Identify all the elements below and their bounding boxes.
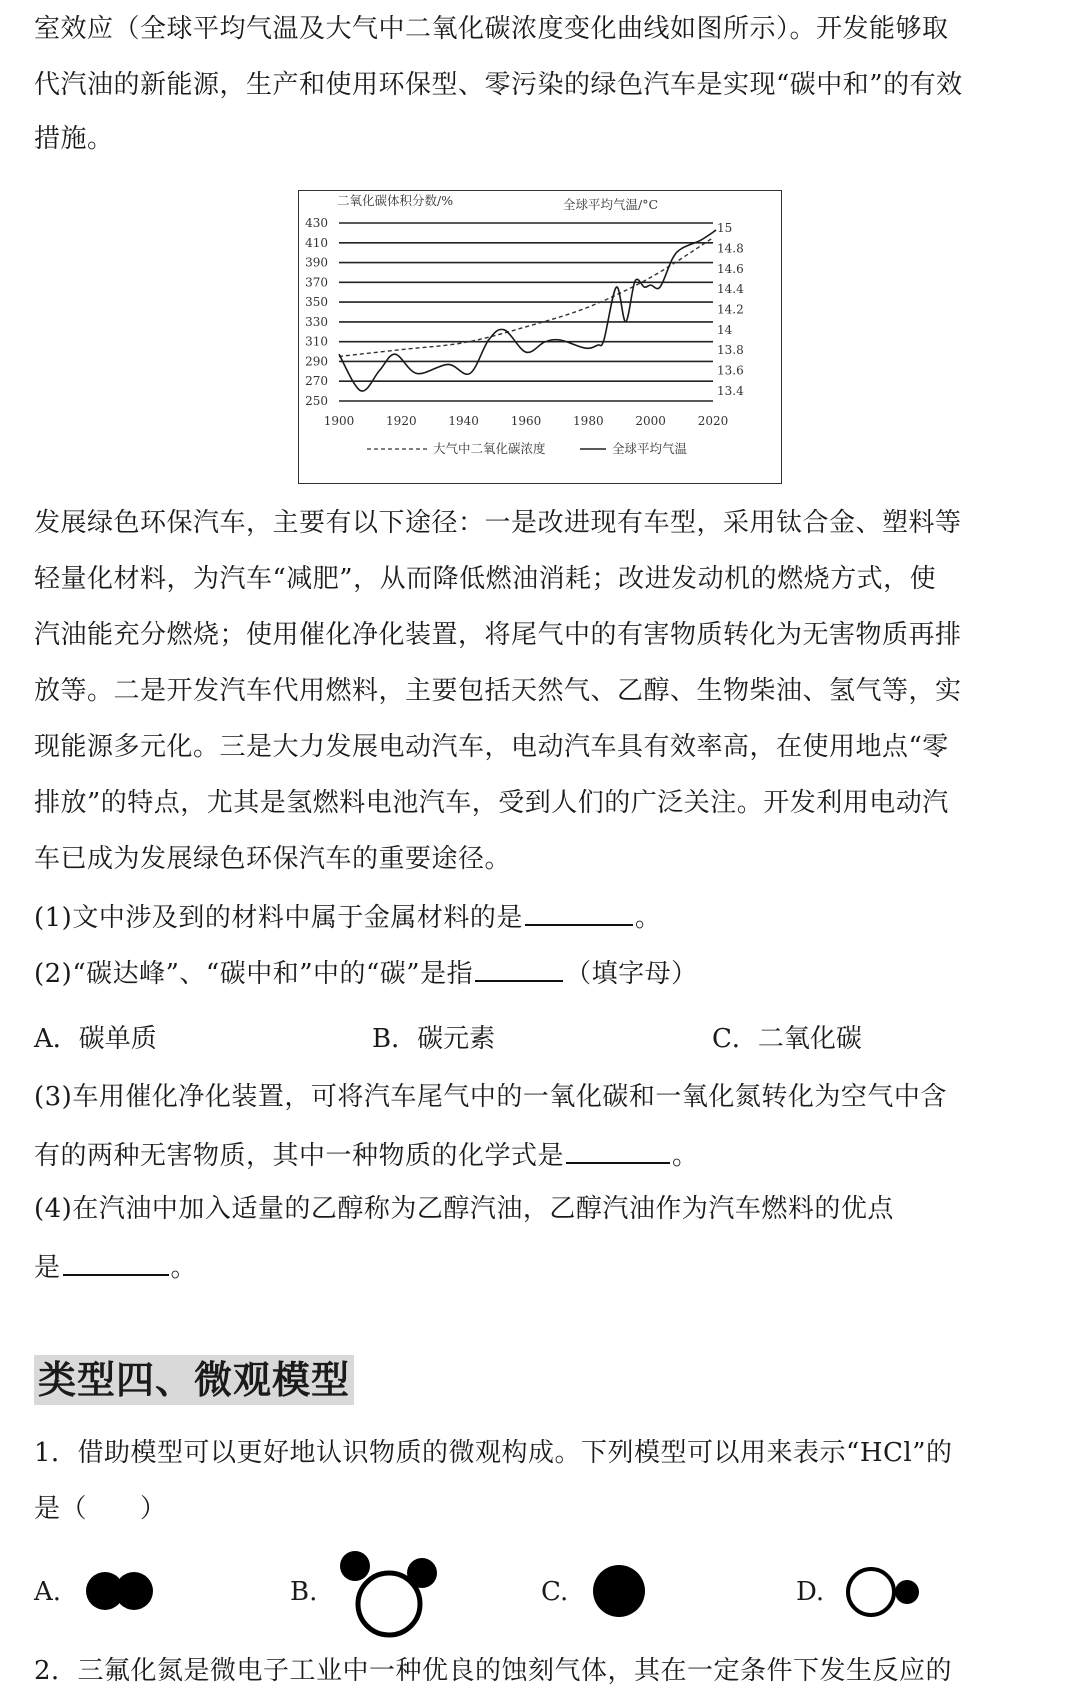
y-right-tick-label: 14 xyxy=(717,322,733,337)
question-1-end: 。 xyxy=(634,903,662,933)
q2-option-b[interactable]: B．碳元素 xyxy=(372,1024,496,1054)
section-title: 类型四、微观模型 xyxy=(34,1355,354,1405)
x-tick-label: 2020 xyxy=(697,414,729,428)
series-line-co2 xyxy=(339,238,713,357)
y-right-tick-label: 13.4 xyxy=(717,383,744,398)
answer-blank-3[interactable] xyxy=(566,1136,670,1164)
y-left-tick-label: 410 xyxy=(305,235,328,250)
paragraph2-line2: 轻量化材料，为汽车“减肥”，从而降低燃油消耗；改进发动机的燃烧方式，使 xyxy=(34,564,937,594)
q2-option-a[interactable]: A．碳单质 xyxy=(34,1024,157,1054)
paragraph2-line3: 汽油能充分燃烧；使用催化净化装置，将尾气中的有害物质转化为无害物质再排 xyxy=(34,620,962,650)
legend-solid-label: 全球平均气温 xyxy=(612,441,688,456)
question-3-line1: (3)车用催化净化装置，可将汽车尾气中的一氧化碳和一氧化氮转化为空气中含 xyxy=(34,1082,947,1112)
model-option-d-molecule[interactable] xyxy=(843,1565,929,1619)
model-option-d-label[interactable]: D. xyxy=(796,1577,825,1607)
micro-question-1-line2: 是（ ） xyxy=(34,1494,167,1524)
y-left-tick-label: 250 xyxy=(305,394,328,408)
paragraph1-line1: 室效应（全球平均气温及大气中二氧化碳浓度变化曲线如图所示）。开发能够取 xyxy=(34,14,949,44)
x-tick-label: 1900 xyxy=(323,414,355,428)
y-right-title: 全球平均气温/°C xyxy=(563,197,659,212)
model-option-b-molecule[interactable] xyxy=(335,1548,445,1640)
atom-small xyxy=(895,1580,919,1604)
x-tick-label: 1940 xyxy=(448,414,479,428)
model-option-a-molecule[interactable] xyxy=(82,1568,162,1614)
answer-blank-1[interactable] xyxy=(525,898,633,926)
question-3-text: 有的两种无害物质，其中一种物质的化学式是 xyxy=(34,1141,565,1171)
paragraph2-line5: 现能源多元化。三是大力发展电动汽车，电动汽车具有效率高，在使用地点“零 xyxy=(34,732,949,762)
y-left-tick-label: 430 xyxy=(305,216,328,230)
question-4-line2 xyxy=(34,1248,197,1285)
y-left-tick-label: 330 xyxy=(305,314,328,329)
y-right-tick-label: 14.8 xyxy=(717,241,744,256)
legend-dashed-label: 大气中二氧化碳浓度 xyxy=(433,441,546,456)
question-2-end: （填字母） xyxy=(565,959,698,989)
model-option-c-molecule[interactable] xyxy=(588,1563,652,1619)
micro-question-1-line1: 1．借助模型可以更好地认识物质的微观构成。下列模型可以用来表示“HCl”的 xyxy=(34,1438,953,1468)
y-right-tick-label: 14.6 xyxy=(717,261,744,276)
y-left-title: 二氧化碳体积分数/% xyxy=(337,193,454,208)
question-4-line1: (4)在汽油中加入适量的乙醇称为乙醇汽油，乙醇汽油作为汽车燃料的优点 xyxy=(34,1194,894,1224)
series-line-temperature xyxy=(339,230,716,391)
micro-question-2-line1: 2．三氟化氮是微电子工业中一种优良的蚀刻气体，其在一定条件下发生反应的 xyxy=(34,1656,953,1686)
question-2 xyxy=(34,954,698,991)
y-left-tick-label: 290 xyxy=(305,354,328,369)
y-left-tick-label: 350 xyxy=(305,295,328,310)
y-right-tick-label: 14.4 xyxy=(717,282,744,297)
y-right-tick-label: 13.6 xyxy=(717,363,744,378)
atom-small-left xyxy=(340,1551,370,1581)
q2-option-c[interactable]: C．二氧化碳 xyxy=(712,1024,862,1054)
question-4-text: 是 xyxy=(34,1253,61,1283)
y-left-tick-label: 390 xyxy=(305,255,328,270)
question-2-text: (2)“碳达峰”、“碳中和”中的“碳”是指 xyxy=(34,959,474,989)
y-right-tick-label: 14.2 xyxy=(717,302,744,317)
chart-svg xyxy=(299,191,780,482)
atom-large-2 xyxy=(115,1572,153,1610)
x-tick-label: 1980 xyxy=(573,414,604,428)
atom-hollow xyxy=(848,1569,894,1615)
question-1-text: (1)文中涉及到的材料中属于金属材料的是 xyxy=(34,903,523,933)
paragraph2-line4: 放等。二是开发汽车代用燃料，主要包括天然气、乙醇、生物柴油、氢气等，实 xyxy=(34,676,962,706)
question-1 xyxy=(34,898,661,935)
y-left-tick-label: 270 xyxy=(305,374,328,389)
x-tick-label: 1960 xyxy=(510,414,542,428)
paragraph2-line6: 排放”的特点，尤其是氢燃料电池汽车，受到人们的广泛关注。开发利用电动汽 xyxy=(34,788,949,818)
paragraph2-line7: 车已成为发展绿色环保汽车的重要途径。 xyxy=(34,844,512,874)
x-tick-label: 2000 xyxy=(635,414,666,428)
question-3-end: 。 xyxy=(672,1141,699,1171)
y-left-tick-label: 310 xyxy=(305,334,328,349)
paragraph1-line3: 措施。 xyxy=(34,124,114,154)
question-3-line2 xyxy=(34,1136,699,1173)
model-option-a-label[interactable]: A. xyxy=(34,1577,62,1607)
answer-blank-2[interactable] xyxy=(475,954,563,982)
atom-small-right xyxy=(407,1558,437,1588)
y-right-tick-label: 15 xyxy=(717,221,733,236)
co2-temperature-chart xyxy=(298,190,782,484)
atom-single-large xyxy=(593,1565,645,1617)
x-tick-label: 1920 xyxy=(386,414,417,428)
answer-blank-4[interactable] xyxy=(63,1248,169,1276)
paragraph1-line2: 代汽油的新能源，生产和使用环保型、零污染的绿色汽车是实现“碳中和”的有效 xyxy=(34,70,963,100)
model-option-b-label[interactable]: B. xyxy=(290,1577,318,1607)
paragraph2-line1: 发展绿色环保汽车，主要有以下途径：一是改进现有车型，采用钛合金、塑料等 xyxy=(34,508,962,538)
model-option-c-label[interactable]: C. xyxy=(541,1577,569,1607)
y-right-tick-label: 13.8 xyxy=(717,343,744,358)
y-left-tick-label: 370 xyxy=(305,275,328,290)
question-4-end: 。 xyxy=(170,1253,198,1283)
